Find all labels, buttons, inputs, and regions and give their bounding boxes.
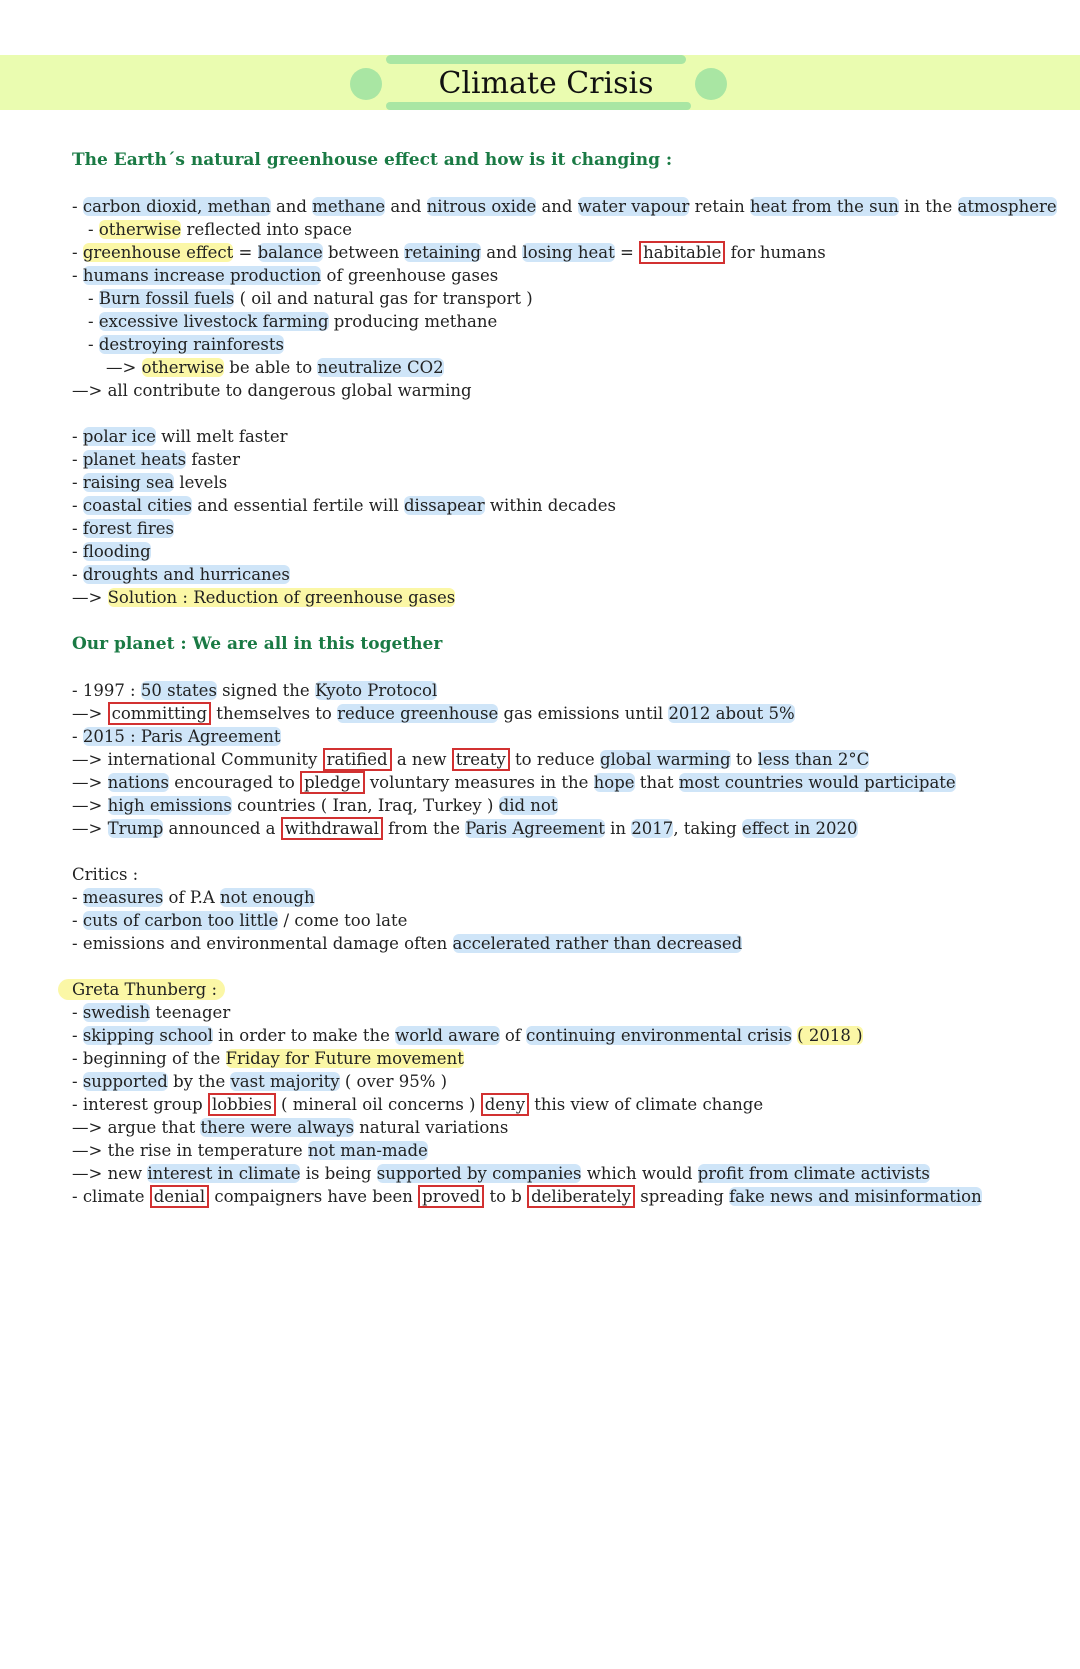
highlighted-term: 2015 : Paris Agreement — [82, 727, 281, 746]
highlighted-term: Solution : Reduction of greenhouse gases — [107, 588, 456, 607]
highlighted-term: atmosphere — [957, 197, 1057, 216]
highlighted-term: did not — [498, 796, 558, 815]
highlighted-term: water vapour — [577, 197, 690, 216]
highlighted-term: world aware — [395, 1026, 500, 1045]
note-line: —> otherwise be able to neutralize CO2 — [106, 358, 444, 377]
note-line: - otherwise reflected into space — [88, 220, 353, 239]
highlighted-term: global warming — [599, 750, 731, 769]
highlighted-term: planet heats — [82, 450, 187, 469]
note-line: - cuts of carbon too little / come too late — [72, 911, 408, 930]
note-line: —> committing themselves to reduce greenhouse gas emissions until 2012 about 5% — [72, 704, 795, 723]
highlighted-term: humans increase production — [82, 266, 322, 285]
highlighted-term: losing heat — [522, 243, 615, 262]
note-line: - polar ice will melt faster — [72, 427, 288, 446]
boxed-term: habitable — [639, 241, 725, 264]
note-line: - humans increase production of greenhouse gases — [72, 266, 499, 285]
highlighted-term: coastal cities — [82, 496, 192, 515]
note-line: —> all contribute to dangerous global warming — [72, 381, 472, 400]
highlighted-term: nitrous oxide — [426, 197, 537, 216]
highlighted-term: Burn fossil fuels — [98, 289, 235, 308]
boxed-term: denial — [150, 1185, 209, 1208]
note-line: - destroying rainforests — [88, 335, 284, 354]
highlighted-term: interest in climate — [147, 1164, 301, 1183]
note-line: —> new interest in climate is being supported by companies which would profit from climate activists — [72, 1164, 930, 1183]
highlighted-term: Kyoto Protocol — [314, 681, 438, 700]
highlighted-term: forest fires — [82, 519, 174, 538]
highlighted-term: supported by companies — [376, 1164, 582, 1183]
highlighted-term: polar ice — [82, 427, 156, 446]
note-line: - carbon dioxid, methan and methane and nitrous oxide and water vapour retain heat from the sun in the atmosphere — [72, 197, 1057, 216]
note-line: Critics : — [72, 865, 139, 884]
highlighted-term: droughts and hurricanes — [82, 565, 290, 584]
highlighted-term: 2012 about 5% — [668, 704, 795, 723]
title-dot-left — [350, 68, 382, 100]
highlighted-term: dissapear — [404, 496, 485, 515]
highlighted-term: hope — [593, 773, 635, 792]
highlighted-term: retaining — [404, 243, 481, 262]
note-line: - 1997 : 50 states signed the Kyoto Protocol — [72, 681, 438, 700]
highlighted-term: Greta Thunberg : — [58, 979, 225, 1000]
highlighted-term: accelerated rather than decreased — [452, 934, 743, 953]
boxed-term: pledge — [300, 771, 365, 794]
note-line: - supported by the vast majority ( over 95% ) — [72, 1072, 448, 1091]
note-line: - excessive livestock farming producing methane — [88, 312, 498, 331]
note-line: - planet heats faster — [72, 450, 241, 469]
highlighted-term: excessive livestock farming — [98, 312, 329, 331]
highlighted-term: Trump — [107, 819, 164, 838]
highlighted-term: skipping school — [82, 1026, 213, 1045]
note-line: - measures of P.A not enough — [72, 888, 315, 907]
highlighted-term: high emissions — [107, 796, 232, 815]
boxed-term: committing — [108, 702, 211, 725]
note-line: —> international Community ratified a new treaty to reduce global warming to less than 2°C — [72, 750, 870, 769]
highlighted-term: cuts of carbon too little — [82, 911, 279, 930]
note-line: - forest fires — [72, 519, 174, 538]
note-line: - skipping school in order to make the world aware of continuing environmental crisis ( 2018 ) — [72, 1026, 863, 1045]
section-2-lines — [72, 679, 1032, 1208]
note-line: - 2015 : Paris Agreement — [72, 727, 281, 746]
highlighted-term: most countries would participate — [678, 773, 956, 792]
highlighted-term: reduce greenhouse — [337, 704, 499, 723]
highlighted-term: carbon dioxid, methan — [82, 197, 271, 216]
highlighted-term: vast majority — [230, 1072, 340, 1091]
note-line: - emissions and environmental damage often accelerated rather than decreased — [72, 934, 743, 953]
note-line: —> argue that there were always natural variations — [72, 1118, 509, 1137]
section-heading: Our planet : We are all in this together — [72, 634, 443, 654]
highlighted-term: neutralize CO2 — [317, 358, 444, 377]
highlighted-term: 2017 — [631, 819, 674, 838]
highlighted-term: flooding — [82, 542, 151, 561]
highlighted-term: destroying rainforests — [98, 335, 284, 354]
boxed-term: deliberately — [527, 1185, 635, 1208]
note-line: —> the rise in temperature not man-made — [72, 1141, 428, 1160]
note-line: - interest group lobbies ( mineral oil concerns ) deny this view of climate change — [72, 1095, 764, 1114]
note-line: - droughts and hurricanes — [72, 565, 290, 584]
highlighted-term: Paris Agreement — [465, 819, 605, 838]
page-title: Climate Crisis — [438, 66, 654, 101]
note-line: - beginning of the Friday for Future movement — [72, 1049, 464, 1068]
highlighted-term: effect in 2020 — [741, 819, 858, 838]
highlighted-term: fake news and misinformation — [729, 1187, 982, 1206]
highlighted-term: raising sea — [82, 473, 175, 492]
highlighted-term: greenhouse effect — [82, 243, 234, 262]
highlighted-term: methane — [312, 197, 386, 216]
note-line: —> high emissions countries ( Iran, Iraq, Turkey ) did not — [72, 796, 558, 815]
boxed-term: withdrawal — [281, 817, 383, 840]
highlighted-term: swedish — [82, 1003, 151, 1022]
note-line: —> nations encouraged to pledge voluntary measures in the hope that most countries would participate — [72, 773, 956, 792]
note-line: —> Solution : Reduction of greenhouse gases — [72, 588, 456, 607]
boxed-term: ratified — [323, 748, 392, 771]
note-line: —> Trump announced a withdrawal from the Paris Agreement in 2017, taking effect in 2020 — [72, 819, 858, 838]
highlighted-term: nations — [107, 773, 169, 792]
note-line: - coastal cities and essential fertile will dissapear within decades — [72, 496, 616, 515]
highlighted-term: profit from climate activists — [697, 1164, 930, 1183]
highlighted-term: Friday for Future movement — [225, 1049, 464, 1068]
highlighted-term: balance — [257, 243, 323, 262]
section-heading: The Earth´s natural greenhouse effect and how is it changing : — [72, 150, 673, 170]
highlighted-term: ( 2018 ) — [797, 1026, 863, 1045]
highlighted-term: otherwise — [141, 358, 225, 377]
highlighted-term: there were always — [200, 1118, 355, 1137]
boxed-term: deny — [481, 1093, 529, 1116]
note-line: - flooding — [72, 542, 151, 561]
boxed-term: lobbies — [208, 1093, 276, 1116]
highlighted-term: 50 states — [140, 681, 217, 700]
section-1-lines — [72, 195, 1057, 609]
note-line: - raising sea levels — [72, 473, 228, 492]
highlighted-term: less than 2°C — [757, 750, 870, 769]
highlighted-term: measures — [82, 888, 164, 907]
note-line: - greenhouse effect = balance between retaining and losing heat = habitable for humans — [72, 243, 826, 262]
highlighted-term: otherwise — [98, 220, 182, 239]
boxed-term: proved — [418, 1185, 484, 1208]
note-line: - swedish teenager — [72, 1003, 231, 1022]
highlighted-term: heat from the sun — [749, 197, 899, 216]
boxed-term: treaty — [452, 748, 510, 771]
highlighted-term: not enough — [220, 888, 315, 907]
note-line: - climate denial compaigners have been proved to b deliberately spreading fake news and misinformation — [72, 1187, 982, 1206]
notes-body — [72, 148, 1057, 1208]
note-line: - Burn fossil fuels ( oil and natural gas for transport ) — [88, 289, 533, 308]
note-line — [72, 978, 1032, 1001]
highlighted-term: continuing environmental crisis — [526, 1026, 792, 1045]
highlighted-term: not man-made — [307, 1141, 428, 1160]
highlighted-term: supported — [82, 1072, 168, 1091]
